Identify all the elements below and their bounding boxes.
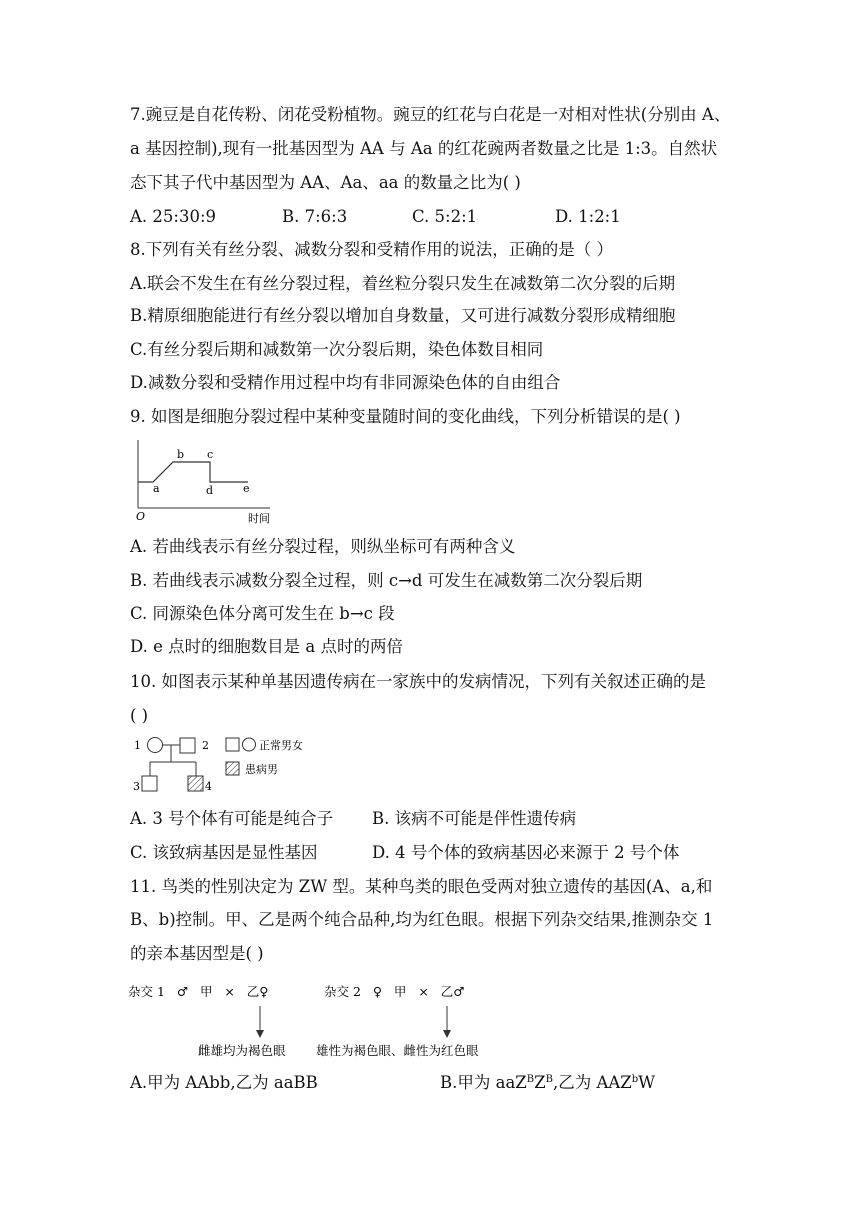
q7-stem-line3: 态下其子代中基因型为 AA、Aa、aa 的数量之比为( ) <box>130 173 521 192</box>
q10-option-d: D. 4 号个体的致病基因必来源于 2 号个体 <box>372 843 680 862</box>
q7-option-c: C. 5:2:1 <box>412 207 478 226</box>
legend-normal-female-icon <box>243 738 256 751</box>
q7-option-a: A. 25:30:9 <box>130 207 217 226</box>
q9-option-b: B. 若曲线表示减数分裂全过程，则 c→d 可发生在减数第二次分裂后期 <box>130 571 643 590</box>
individual-3-male <box>142 776 157 791</box>
individual-3-label: 3 <box>133 780 140 793</box>
q10-pedigree-figure <box>128 732 328 798</box>
point-e-label: e <box>243 482 250 495</box>
individual-1-female <box>148 738 163 753</box>
q9-stem: 9. 如图是细胞分裂过程中某种变量随时间的变化曲线，下列分析错误的是( ) <box>130 407 681 426</box>
individual-4-label: 4 <box>205 780 212 793</box>
individual-1-label: 1 <box>134 739 141 752</box>
point-d-label: d <box>206 484 214 497</box>
q10-option-c: C. 该致病基因是显性基因 <box>130 843 318 862</box>
q11-stem-line1: 11. 鸟类的性别决定为 ZW 型。某种鸟类的眼色受两对独立遗传的基因(A、a,和 <box>130 877 713 896</box>
q10-option-b: B. 该病不可能是伴性遗传病 <box>372 809 577 828</box>
q7-stem-line2: a 基因控制),现有一批基因型为 AA 与 Aa 的红花豌两者数量之比是 1:3。自然状 <box>130 139 718 158</box>
q8-option-c: C.有丝分裂后期和减数第一次分裂后期，染色体数目相同 <box>130 340 544 359</box>
q10-stem: 10. 如图表示某种单基因遗传病在一家族中的发病情况，下列有关叙述正确的是 <box>130 672 706 691</box>
q11-stem-line2: B、b)控制。甲、乙是两个纯合品种,均为红色眼。根据下列杂交结果,推测杂交 1 <box>130 910 714 929</box>
cross-2-label: 杂交 2 ♀ 甲 × 乙♂ <box>324 984 465 999</box>
individual-2-male <box>180 738 195 753</box>
q8-stem: 8.下列有关有丝分裂、减数分裂和受精作用的说法，正确的是（ ） <box>130 240 613 259</box>
legend-affected-label: 患病男 <box>245 763 278 776</box>
q11-stem-line3: 的亲本基因型是( ) <box>130 944 264 963</box>
origin-label: O <box>136 510 146 523</box>
q11-option-a: A.甲为 AAbb,乙为 aaBB <box>130 1073 318 1092</box>
q9-option-c: C. 同源染色体分离可发生在 b→c 段 <box>130 604 395 623</box>
point-c-label: c <box>207 448 214 461</box>
cross-2-result: 雄性为褐色眼、雌性为红色眼 <box>316 1043 479 1058</box>
q8-option-d: D.减数分裂和受精作用过程中均有非同源染色体的自由组合 <box>130 373 561 392</box>
q7-option-b: B. 7:6:3 <box>282 207 348 226</box>
q10-option-a: A. 3 号个体有可能是纯合子 <box>130 809 334 828</box>
variable-curve <box>138 462 248 482</box>
individual-2-label: 2 <box>202 739 209 752</box>
q9-option-a: A. 若曲线表示有丝分裂过程，则纵坐标可有两种含义 <box>130 537 516 556</box>
q8-option-b: B.精原细胞能进行有丝分裂以增加自身数量，又可进行减数分裂形成精细胞 <box>130 306 676 325</box>
individual-4-affected-male <box>188 776 203 791</box>
q10-stem-bracket: ( ) <box>130 706 149 725</box>
q9-curve-figure <box>128 436 278 528</box>
legend-affected-male-icon <box>226 762 239 775</box>
q7-stem-line1: 7.豌豆是自花传粉、闭花受粉植物。豌豆的红花与白花是一对相对性状(分别由 A、 <box>130 105 731 124</box>
point-b-label: b <box>177 448 185 461</box>
cross-1-label: 杂交 1 ♂ 甲 × 乙♀ <box>128 984 269 999</box>
q11-option-b: B.甲为 $aaZ^BZ^B$,乙为 AAZ$^b$W <box>440 1073 656 1092</box>
legend-normal-male-icon <box>226 738 239 751</box>
q9-option-d: D. e 点时的细胞数目是 a 点时的两倍 <box>130 637 403 656</box>
cross-1-result: 雌雄均为褐色眼 <box>198 1043 286 1058</box>
q8-option-a: A.联会不发生在有丝分裂过程，着丝粒分裂只发生在减数第二次分裂的后期 <box>130 274 676 293</box>
point-a-label: a <box>153 482 160 495</box>
legend-normal-label: 正常男女 <box>259 739 303 752</box>
q7-option-d: D. 1:2:1 <box>555 207 621 226</box>
q11-cross-figure <box>128 978 528 1062</box>
x-axis-label: 时间 <box>248 512 270 525</box>
